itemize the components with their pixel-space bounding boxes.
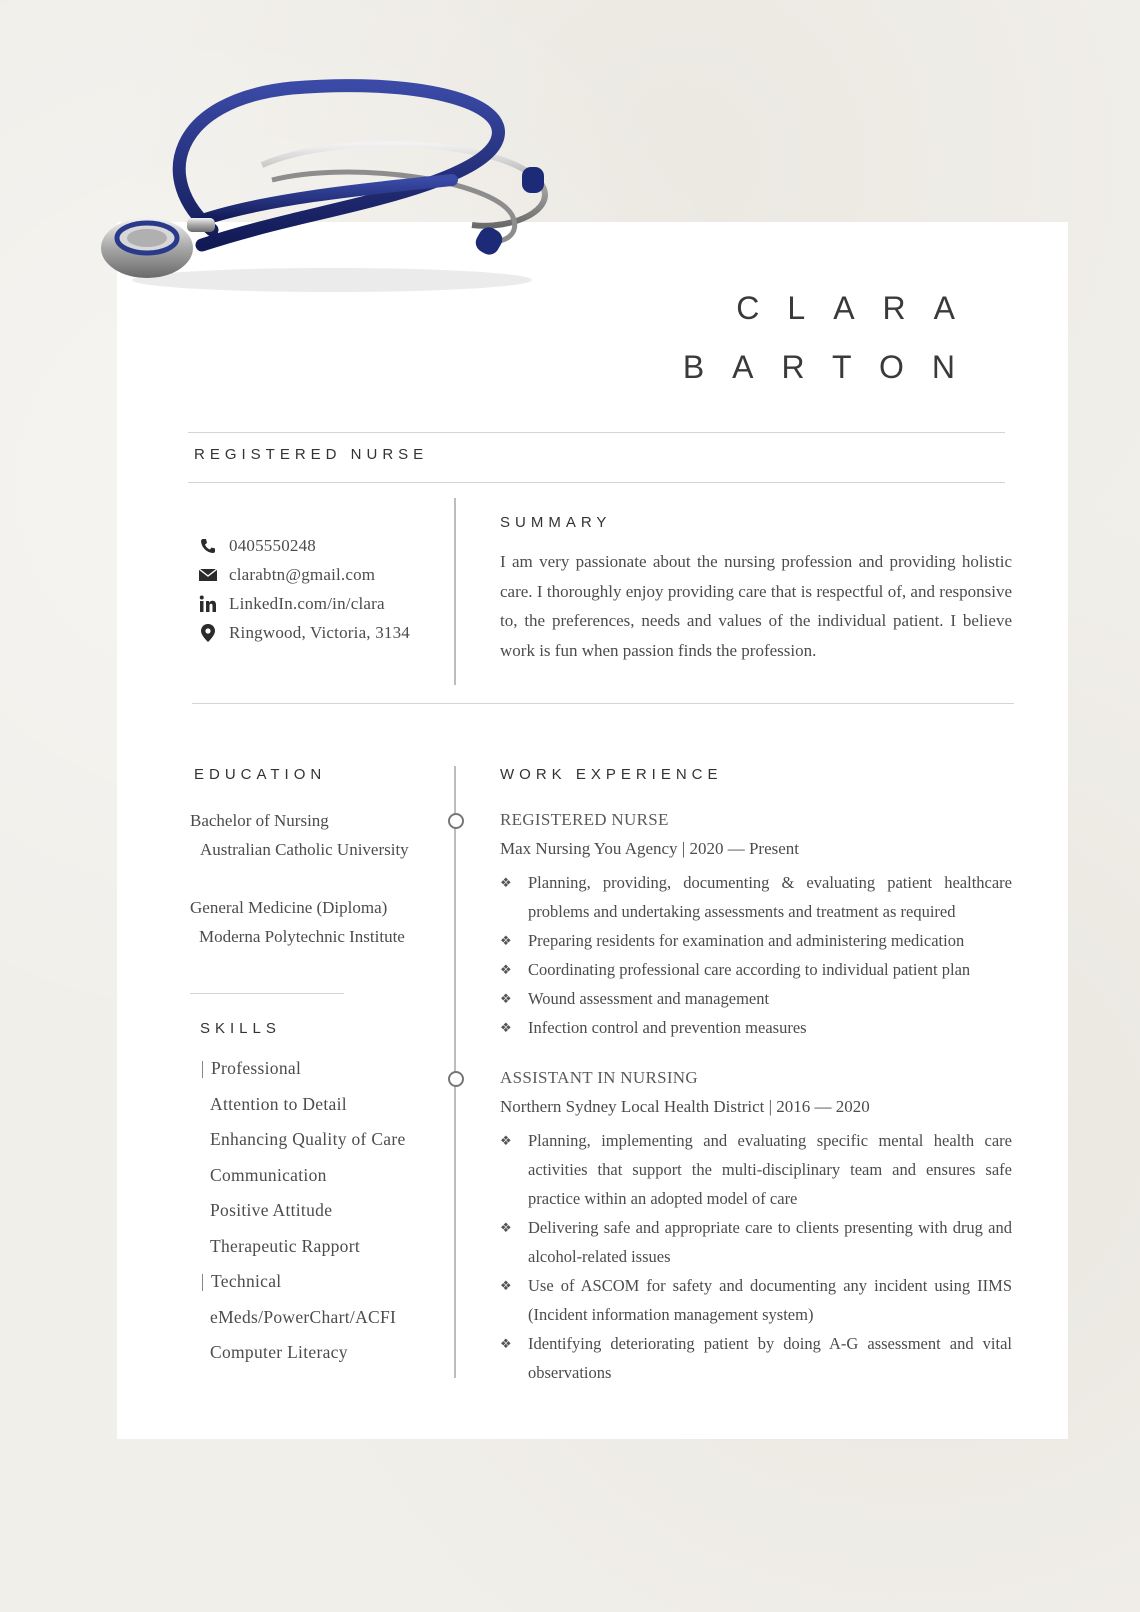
- job-bullet: ❖ Infection control and prevention measures: [500, 1013, 1012, 1042]
- job-bullet: ❖ Planning, providing, documenting & evaluating patient healthcare problems and undertaking assessments and treatment as required: [500, 868, 1012, 926]
- skill-category-label: Professional: [211, 1058, 302, 1078]
- bullet-icon: ❖: [500, 1133, 512, 1148]
- summary-text: I am very passionate about the nursing profession and providing holistic care. I thoroughly enjoy providing care that is respectful of, and responsive to, the preferences, needs and values of the individual patient. I believe work is fun when passion finds the profession.: [500, 552, 1012, 660]
- contact-list: [197, 531, 410, 647]
- job-bullet: ❖ Wound assessment and management: [500, 984, 1012, 1013]
- job-bullets: [500, 868, 1012, 1042]
- email-icon: [197, 564, 219, 586]
- divider-education: [190, 993, 344, 994]
- category-marker: [202, 1274, 203, 1291]
- education-degree: General Medicine (Diploma): [190, 898, 388, 917]
- bullet-icon: ❖: [500, 1220, 512, 1235]
- contact-location: [197, 618, 410, 647]
- bullet-icon: ❖: [500, 1336, 512, 1351]
- education-heading: EDUCATION: [194, 766, 327, 783]
- skill-item: Enhancing Quality of Care: [210, 1129, 406, 1149]
- job-bullet: ❖ Use of ASCOM for safety and documenting any incident using IIMS (Incident information management system): [500, 1271, 1012, 1329]
- summary-heading: SUMMARY: [500, 514, 612, 531]
- job-entry: [500, 1068, 1012, 1387]
- job-title: ASSISTANT IN NURSING: [500, 1068, 698, 1087]
- last-name: BARTON: [682, 349, 983, 385]
- timeline-dot: [448, 1071, 464, 1087]
- job-bullet: ❖ Planning, implementing and evaluating specific mental health care activities that support the multi-disciplinary team and ensures safe practice within an adopted model of care: [500, 1126, 1012, 1213]
- phone-number[interactable]: 0405550248: [229, 535, 316, 555]
- skill-item: Attention to Detail: [210, 1093, 347, 1114]
- education-school: Moderna Polytechnic Institute: [199, 927, 405, 946]
- linkedin-icon: [197, 593, 219, 615]
- education-degree: Bachelor of Nursing: [190, 811, 329, 830]
- skill-category-label: Technical: [211, 1271, 282, 1291]
- stethoscope-image: [92, 70, 572, 300]
- skill-item: Computer Literacy: [210, 1342, 348, 1362]
- bullet-icon: ❖: [500, 1020, 512, 1035]
- work-heading: WORK EXPERIENCE: [500, 766, 723, 783]
- divider-middle: [192, 703, 1014, 704]
- linkedin-url[interactable]: LinkedIn.com/in/clara: [229, 593, 385, 613]
- role-title: REGISTERED NURSE: [194, 446, 429, 463]
- divider-role: [188, 482, 1005, 483]
- job-bullets: [500, 1126, 1012, 1387]
- category-marker: [202, 1061, 203, 1078]
- bullet-icon: ❖: [500, 933, 512, 948]
- education-school: Australian Catholic University: [200, 840, 409, 859]
- first-name: CLARA: [736, 290, 983, 326]
- bullet-icon: ❖: [500, 991, 512, 1006]
- job-bullet: ❖ Preparing residents for examination and administering medication: [500, 926, 1012, 955]
- email-address[interactable]: clarabtn@gmail.com: [229, 564, 376, 584]
- location-pin-icon: [197, 622, 219, 644]
- divider-top: [188, 432, 1005, 433]
- bullet-icon: ❖: [500, 1278, 512, 1293]
- phone-icon: [197, 535, 219, 557]
- skill-item: Positive Attitude: [210, 1200, 333, 1220]
- job-company: Northern Sydney Local Health District | 2016 — 2020: [500, 1097, 870, 1116]
- skill-item: Therapeutic Rapport: [210, 1235, 361, 1256]
- job-bullet: ❖ Coordinating professional care according to individual patient plan: [500, 955, 1012, 984]
- skills-list: [200, 1058, 406, 1378]
- job-bullet: ❖ Delivering safe and appropriate care to clients presenting with drug and alcohol-related issues: [500, 1213, 1012, 1271]
- skill-category-technical: [200, 1271, 406, 1307]
- skills-heading: SKILLS: [200, 1020, 281, 1037]
- contact-email: [197, 560, 410, 589]
- location-text: Ringwood, Victoria, 3134: [229, 622, 411, 642]
- skill-item: Communication: [210, 1164, 327, 1185]
- job-entry: [500, 810, 1012, 1042]
- contact-summary-separator: [454, 498, 456, 685]
- contact-phone: [197, 531, 410, 560]
- skill-item: eMeds/PowerChart/ACFI: [210, 1306, 397, 1327]
- job-bullet: ❖ Identifying deteriorating patient by doing A-G assessment and vital observations: [500, 1329, 1012, 1387]
- timeline-dot: [448, 813, 464, 829]
- job-company: Max Nursing You Agency | 2020 — Present: [500, 839, 800, 858]
- job-title: REGISTERED NURSE: [500, 810, 669, 829]
- contact-linkedin: [197, 589, 410, 618]
- bullet-icon: ❖: [500, 962, 512, 977]
- bullet-icon: ❖: [500, 875, 512, 890]
- skill-category-professional: [200, 1058, 406, 1094]
